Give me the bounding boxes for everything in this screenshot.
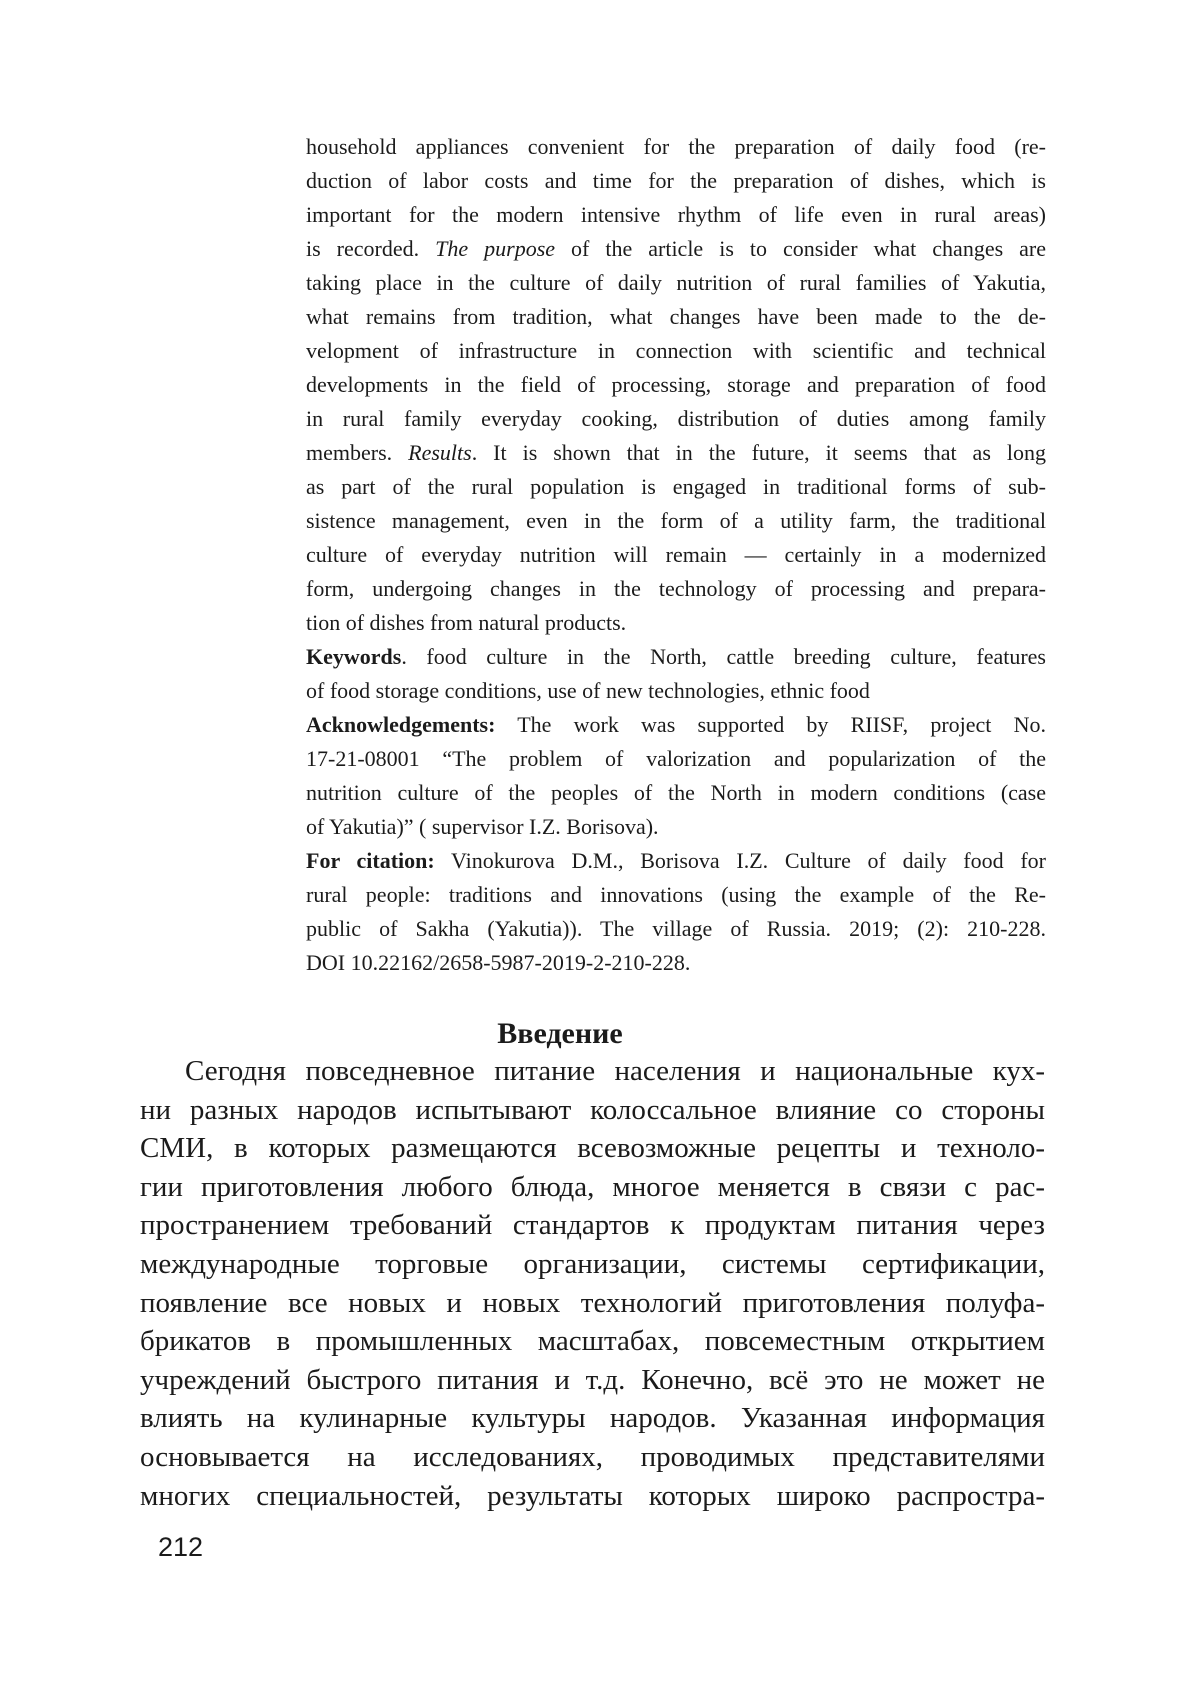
text-line bbox=[306, 708, 1046, 742]
text-line bbox=[306, 232, 1046, 266]
text-line bbox=[140, 1284, 1045, 1323]
text-line bbox=[140, 1361, 1045, 1400]
text-run: основывается на исследованиях, проводимых представителями bbox=[140, 1440, 1045, 1473]
text-run: пространением требований стандартов к продуктам питания через bbox=[140, 1209, 1045, 1242]
text-line bbox=[306, 572, 1046, 606]
text-run: rural people: traditions and innovations (using the example of the Re- bbox=[306, 882, 1046, 907]
text-line bbox=[306, 674, 1046, 708]
text-line bbox=[306, 470, 1046, 504]
text-run: taking place in the culture of daily nutrition of rural families of Yakutia, bbox=[306, 270, 1046, 295]
text-run: public of Sakha (Yakutia)). The village of Russia. 2019; (2): 210-228. bbox=[306, 916, 1046, 941]
text-line bbox=[140, 1091, 1045, 1130]
text-line bbox=[140, 1129, 1045, 1168]
page-number: 212 bbox=[158, 1532, 204, 1562]
text-line bbox=[306, 130, 1046, 164]
text-run: culture of everyday nutrition will remain — certainly in a modernized bbox=[306, 542, 1046, 567]
text-line bbox=[306, 946, 1046, 980]
text-line bbox=[140, 1322, 1045, 1361]
text-run: duction of labor costs and time for the preparation of dishes, which is bbox=[306, 168, 1046, 193]
text-run: СМИ, в которых размещаются всевозможные рецепты и техноло- bbox=[140, 1132, 1045, 1165]
text-run: брикатов в промышленных масштабах, повсеместным открытием bbox=[140, 1325, 1045, 1358]
abstract-block bbox=[306, 130, 1046, 980]
text-run: developments in the field of processing, storage and preparation of food bbox=[306, 372, 1046, 397]
text-run: of Yakutia)” ( supervisor I.Z. Borisova). bbox=[306, 814, 659, 839]
text-line bbox=[306, 810, 1046, 844]
text-run: The purpose bbox=[435, 236, 556, 261]
text-run: household appliances convenient for the preparation of daily food (re- bbox=[306, 134, 1046, 159]
text-line bbox=[306, 198, 1046, 232]
text-line bbox=[306, 878, 1046, 912]
text-line bbox=[306, 538, 1046, 572]
text-run: of the article is to consider what changes are bbox=[555, 236, 1047, 261]
text-run: влиять на кулинарные культуры народов. Указанная информация bbox=[140, 1402, 1045, 1435]
text-run: in rural family everyday cooking, distribution of duties among family bbox=[306, 406, 1046, 431]
text-run: многих специальностей, результаты которых широко распростра- bbox=[140, 1479, 1045, 1512]
text-run: Сегодня повседневное питание населения и национальные кух- bbox=[185, 1055, 1045, 1087]
text-line bbox=[140, 1206, 1045, 1245]
text-run: 17-21-08001 “The problem of valorization and popularization of the bbox=[306, 746, 1046, 771]
text-run: учреждений быстрого питания и т.д. Конечно, всё это не может не bbox=[140, 1363, 1045, 1396]
text-run: members. bbox=[306, 440, 409, 465]
text-run: Results bbox=[408, 440, 472, 465]
text-line bbox=[306, 300, 1046, 334]
text-run: tion of dishes from natural products. bbox=[306, 610, 627, 635]
text-line bbox=[306, 776, 1046, 810]
text-run: Keywords bbox=[306, 644, 402, 669]
text-line bbox=[140, 1477, 1045, 1516]
text-line bbox=[140, 1399, 1045, 1438]
text-run: ни разных народов испытывают колоссальное влияние со стороны bbox=[140, 1093, 1045, 1126]
text-line bbox=[306, 436, 1046, 470]
text-run: . food culture in the North, cattle breeding culture, features bbox=[401, 644, 1046, 669]
text-run: DOI 10.22162/2658-5987-2019-2-210-228. bbox=[306, 950, 691, 975]
text-run: is recorded. bbox=[306, 236, 436, 261]
text-run: what remains from tradition, what changes have been made to the de- bbox=[306, 304, 1046, 329]
text-line bbox=[306, 742, 1046, 776]
text-line bbox=[306, 504, 1046, 538]
text-run: . It is shown that in the future, it seems that as long bbox=[471, 440, 1046, 465]
text-line bbox=[306, 164, 1046, 198]
text-run: For citation: bbox=[306, 848, 435, 873]
text-run: sistence management, even in the form of a utility farm, the traditional bbox=[306, 508, 1046, 533]
text-line bbox=[306, 402, 1046, 436]
text-line bbox=[140, 1052, 1045, 1091]
text-run: The work was supported by RIISF, project No. bbox=[495, 712, 1046, 737]
text-run: Vinokurova D.M., Borisova I.Z. Culture of daily food for bbox=[434, 848, 1046, 873]
text-run: important for the modern intensive rhythm of life even in rural areas) bbox=[306, 202, 1046, 227]
introduction-paragraph bbox=[140, 1052, 1045, 1515]
text-line bbox=[140, 1245, 1045, 1284]
text-line bbox=[306, 368, 1046, 402]
text-line bbox=[140, 1168, 1045, 1207]
text-line bbox=[306, 266, 1046, 300]
text-run: of food storage conditions, use of new technologies, ethnic food bbox=[306, 678, 870, 703]
text-run: международные торговые организации, системы сертификации, bbox=[140, 1247, 1045, 1280]
text-line bbox=[306, 334, 1046, 368]
text-run: гии приготовления любого блюда, многое меняется в связи с рас- bbox=[140, 1170, 1045, 1203]
text-line bbox=[306, 640, 1046, 674]
text-run: velopment of infrastructure in connection with scientific and technical bbox=[306, 338, 1046, 363]
text-line bbox=[306, 912, 1046, 946]
text-run: появление все новых и новых технологий приготовления полуфа- bbox=[140, 1286, 1045, 1319]
text-run: nutrition culture of the peoples of the North in modern conditions (case bbox=[306, 780, 1046, 805]
text-run: form, undergoing changes in the technology of processing and prepara- bbox=[306, 576, 1046, 601]
text-run: as part of the rural population is engaged in traditional forms of sub- bbox=[306, 474, 1046, 499]
text-line bbox=[140, 1438, 1045, 1477]
text-line bbox=[306, 844, 1046, 878]
introduction-heading: Введение bbox=[497, 1017, 623, 1050]
text-line bbox=[306, 606, 1046, 640]
text-run: Acknowledgements: bbox=[306, 712, 496, 737]
